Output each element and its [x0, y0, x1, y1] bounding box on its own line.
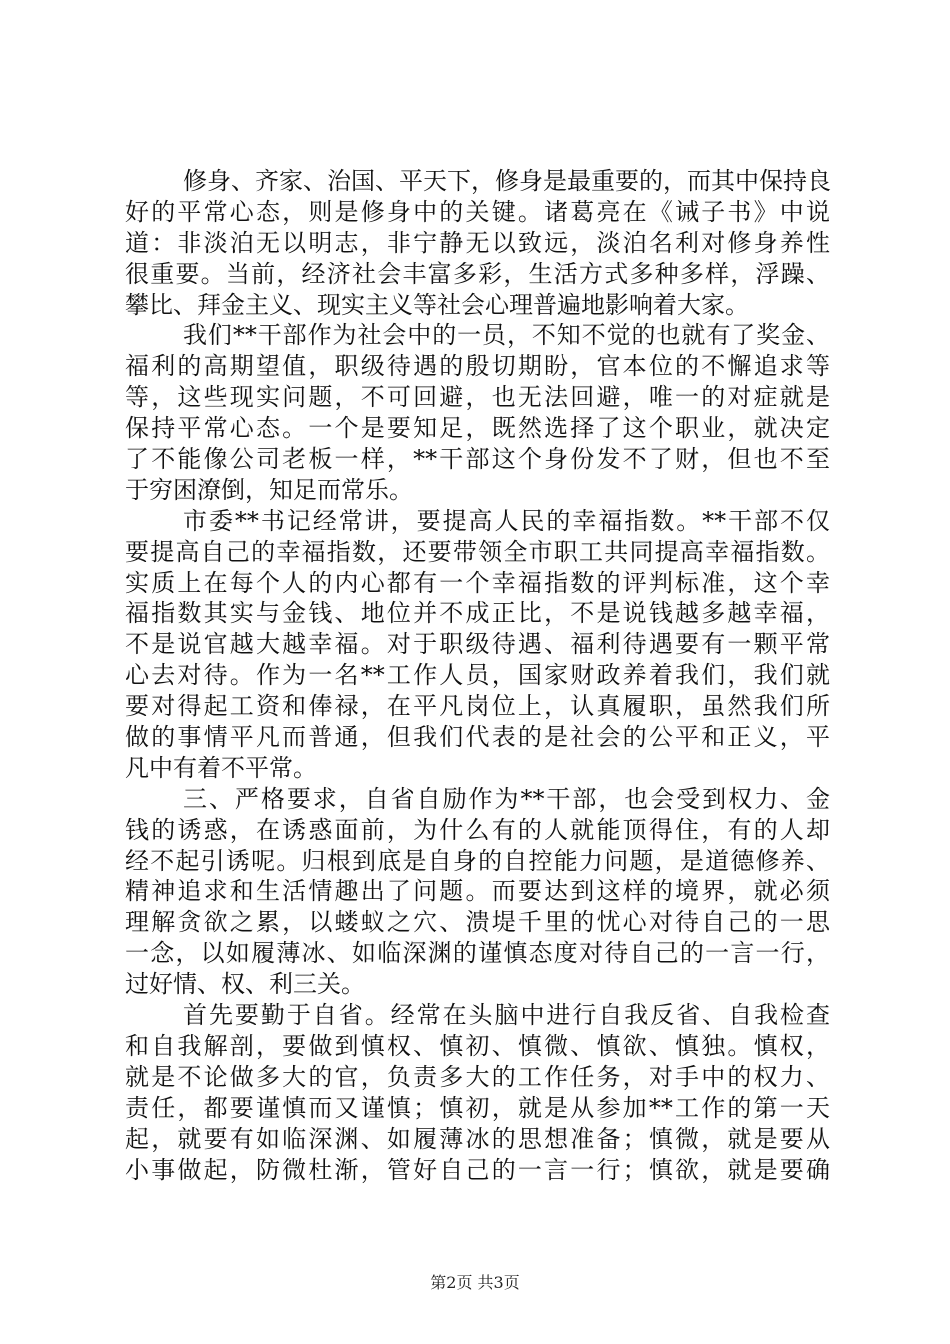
text-line: 要对得起工资和俸禄，在平凡岗位上，认真履职，虽然我们所	[125, 692, 830, 721]
text-line: 攀比、拜金主义、现实主义等社会心理普遍地影响着大家。	[125, 290, 749, 319]
text-line: 市委**书记经常讲，要提高人民的幸福指数。**干部不仅	[183, 506, 830, 535]
text-line: 等，这些现实问题，不可回避，也无法回避，唯一的对症就是	[125, 383, 830, 412]
text-line: 心去对待。作为一名**工作人员，国家财政养着我们，我们就	[125, 661, 830, 690]
paragraph	[125, 320, 830, 505]
text-line: 道：非淡泊无以明志，非宁静无以致远，淡泊名利对修身养性	[125, 228, 830, 257]
text-line: 要提高自己的幸福指数，还要带领全市职工共同提高幸福指数。	[125, 537, 830, 566]
text-line: 福利的高期望值，职级待遇的殷切期盼，官本位的不懈追求等	[125, 352, 830, 381]
text-line: 不是说官越大越幸福。对于职级待遇、福利待遇要有一颗平常	[125, 630, 830, 659]
text-line: 一念，以如履薄冰、如临深渊的谨慎态度对待自己的一言一行，	[125, 939, 830, 968]
text-line: 保持平常心态。一个是要知足，既然选择了这个职业，就决定	[125, 414, 830, 443]
text-line: 我们**干部作为社会中的一员，不知不觉的也就有了奖金、	[183, 321, 830, 350]
text-line: 小事做起，防微杜渐，管好自己的一言一行；慎欲，就是要确	[125, 1155, 830, 1184]
text-line: 凡中有着不平常。	[125, 753, 317, 782]
text-line: 钱的诱惑，在诱惑面前，为什么有的人就能顶得住，有的人却	[125, 815, 830, 844]
paragraph	[125, 1000, 830, 1185]
text-line: 修身、齐家、治国、平天下，修身是最重要的，而其中保持良	[183, 167, 831, 195]
document-body	[125, 166, 830, 1185]
paragraph	[125, 784, 830, 1000]
text-line: 和自我解剖，要做到慎权、慎初、慎微、慎欲、慎独。慎权，	[125, 1031, 830, 1060]
text-line: 就是不论做多大的官，负责多大的工作任务，对手中的权力、	[125, 1062, 830, 1091]
text-line: 好的平常心态，则是修身中的关键。诸葛亮在《诫子书》中说	[125, 197, 830, 226]
text-line: 精神追求和生活情趣出了问题。而要达到这样的境界，就必须	[125, 877, 830, 906]
text-line: 经不起引诱呢。归根到底是自身的自控能力问题，是道德修养、	[125, 846, 830, 875]
text-line: 三、严格要求，自省自励作为**干部，也会受到权力、金	[183, 784, 830, 813]
text-line: 起，就要有如临深渊、如履薄冰的思想准备；慎微，就是要从	[125, 1124, 830, 1153]
paragraph	[125, 506, 830, 784]
text-line: 很重要。当前，经济社会丰富多彩，生活方式多种多样，浮躁、	[125, 259, 830, 288]
text-line: 首先要勤于自省。经常在头脑中进行自我反省、自我检查	[183, 1001, 830, 1030]
text-line: 了不能像公司老板一样，**干部这个身份发不了财，但也不至	[125, 445, 830, 474]
text-line: 责任，都要谨慎而又谨慎；慎初，就是从参加**工作的第一天	[125, 1093, 830, 1122]
text-line: 做的事情平凡而普通，但我们代表的是社会的公平和正义，平	[125, 723, 830, 752]
text-line: 理解贪欲之累，以蝼蚁之穴、溃堤千里的忧心对待自己的一思	[125, 908, 830, 937]
paragraph	[125, 166, 830, 320]
text-line: 实质上在每个人的内心都有一个幸福指数的评判标准，这个幸	[125, 568, 830, 597]
page-footer: 第2页 共3页	[430, 1273, 520, 1292]
text-line: 福指数其实与金钱、地位并不成正比，不是说钱越多越幸福，	[125, 599, 830, 628]
text-line: 于穷困潦倒，知足而常乐。	[125, 475, 413, 504]
text-line: 过好情、权、利三关。	[125, 970, 365, 999]
